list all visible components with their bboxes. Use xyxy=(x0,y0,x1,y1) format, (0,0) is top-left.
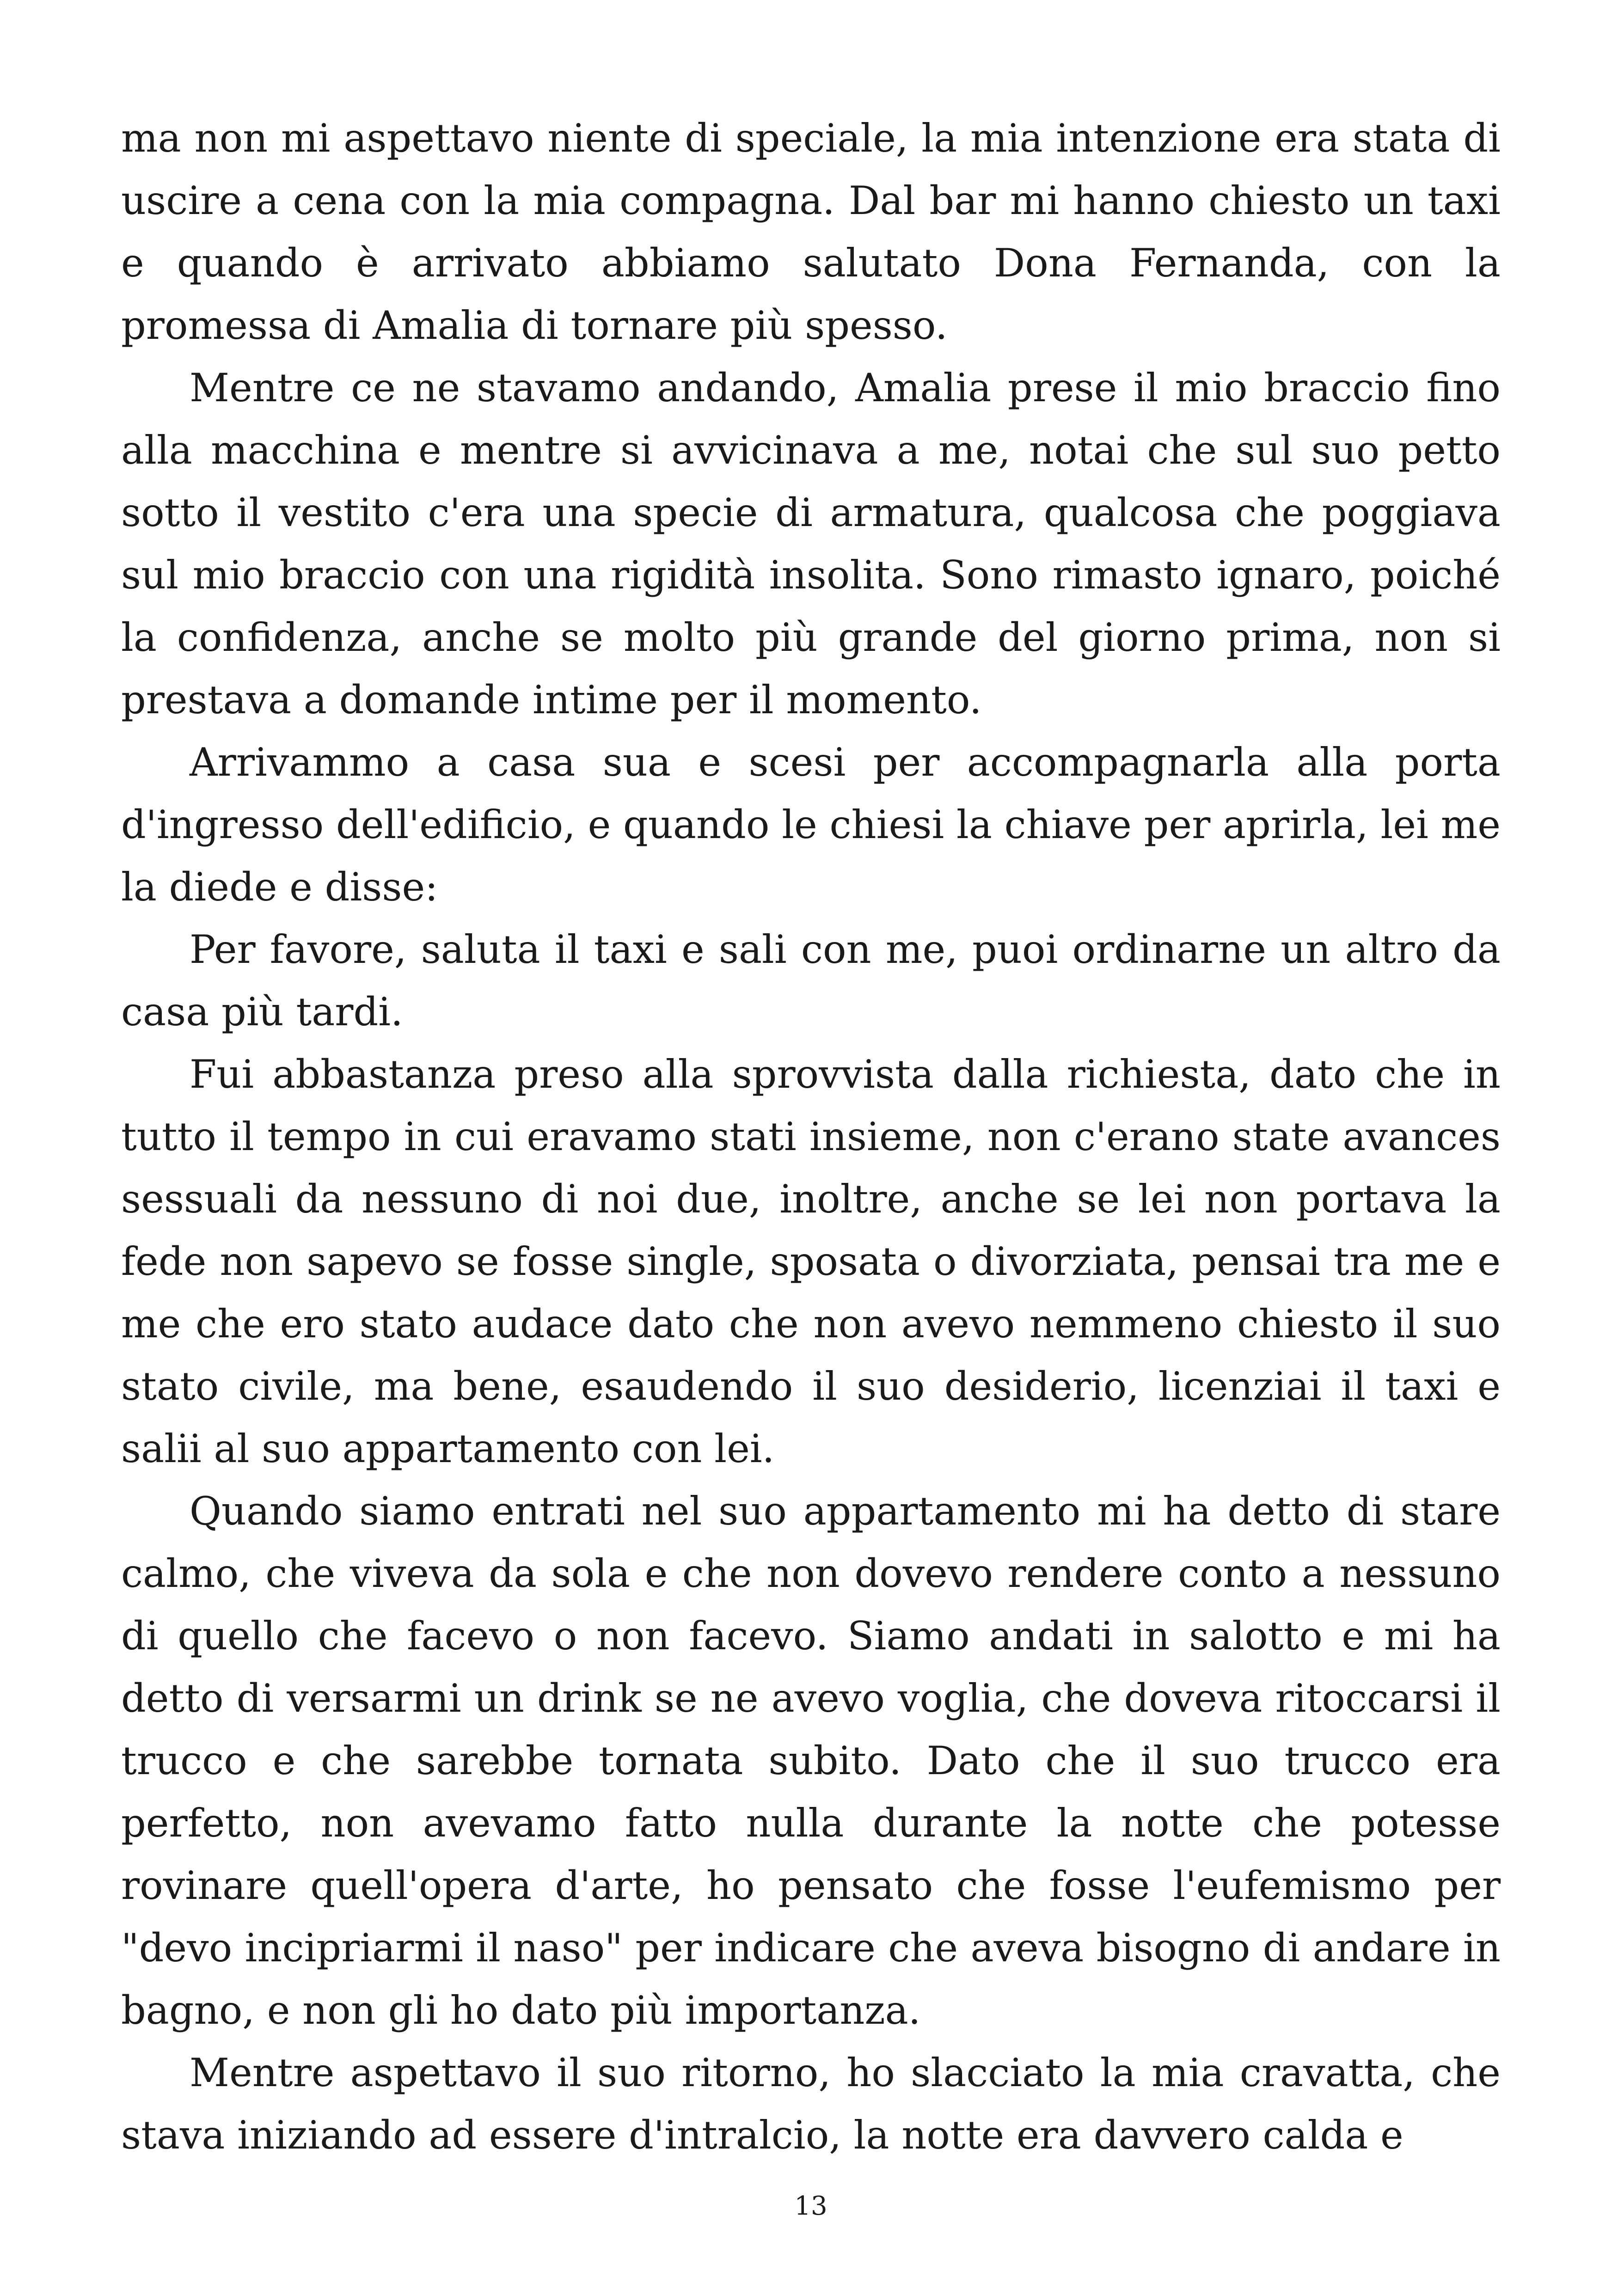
paragraph-armor: Mentre ce ne stavamo andando, Amalia prese il mio braccio fino alla macchina e mentre si avvicinava a me, notai che sul suo petto sotto il vestito c'era una specie di armatura, qualcosa che poggiava sul mio braccio con una rigidità insolita. Sono rimasto ignaro, poiché la confidenza, anche se molto più grande del giorno prima, non si prestava a domande intime per il momento. xyxy=(121,365,1501,722)
paragraph-arrival: Arrivammo a casa sua e scesi per accompagnarla alla porta d'ingresso dell'edificio, e quando le chiesi la chiave per aprirla, lei me la diede e disse: xyxy=(121,740,1501,910)
paragraph-continuation: ma non mi aspettavo niente di speciale, la mia intenzione era stata di uscire a cena con la mia compagna. Dal bar mi hanno chiesto un taxi e quando è arrivato abbiamo salutato Dona Fernanda, con la promessa di Amalia di tornare più spesso. xyxy=(121,116,1501,348)
paragraph-apartment: Quando siamo entrati nel suo appartamento mi ha detto di stare calmo, che viveva da sola e che non dovevo rendere conto a nessuno di quello che facevo o non facevo. Siamo andati in salotto e mi ha detto di versarmi un drink se ne avevo voglia, che doveva ritoccarsi il trucco e che sarebbe tornata subito. Dato che il suo trucco era perfetto, non avevamo fatto nulla durante la notte che potesse rovinare quell'opera d'arte, ho pensato che fosse l'eufemismo per "devo incipriarmi il naso" per indicare che aveva bisogno di andare in bagno, e non gli ho dato più importanza. xyxy=(121,1488,1501,2033)
book-page xyxy=(121,0,1501,2296)
body-text xyxy=(121,107,1501,2167)
page-number: 13 xyxy=(794,2191,827,2221)
paragraph-surprise: Fui abbastanza preso alla sprovvista dalla richiesta, dato che in tutto il tempo in cui eravamo stati insieme, non c'erano state avances sessuali da nessuno di noi due, inoltre, anche se lei non portava la fede non sapevo se fosse single, sposata o divorziata, pensai tra me e me che ero stato audace dato che non avevo nemmeno chiesto il suo stato civile, ma bene, esaudendo il suo desiderio, licenziai il taxi e salii al suo appartamento con lei. xyxy=(121,1052,1501,1471)
paragraph-waiting: Mentre aspettavo il suo ritorno, ho slacciato la mia cravatta, che stava iniziando ad essere d'intralcio, la notte era davvero calda e xyxy=(121,2050,1501,2158)
paragraph-invitation: Per favore, saluta il taxi e sali con me, puoi ordinarne un altro da casa più tardi. xyxy=(121,927,1501,1035)
